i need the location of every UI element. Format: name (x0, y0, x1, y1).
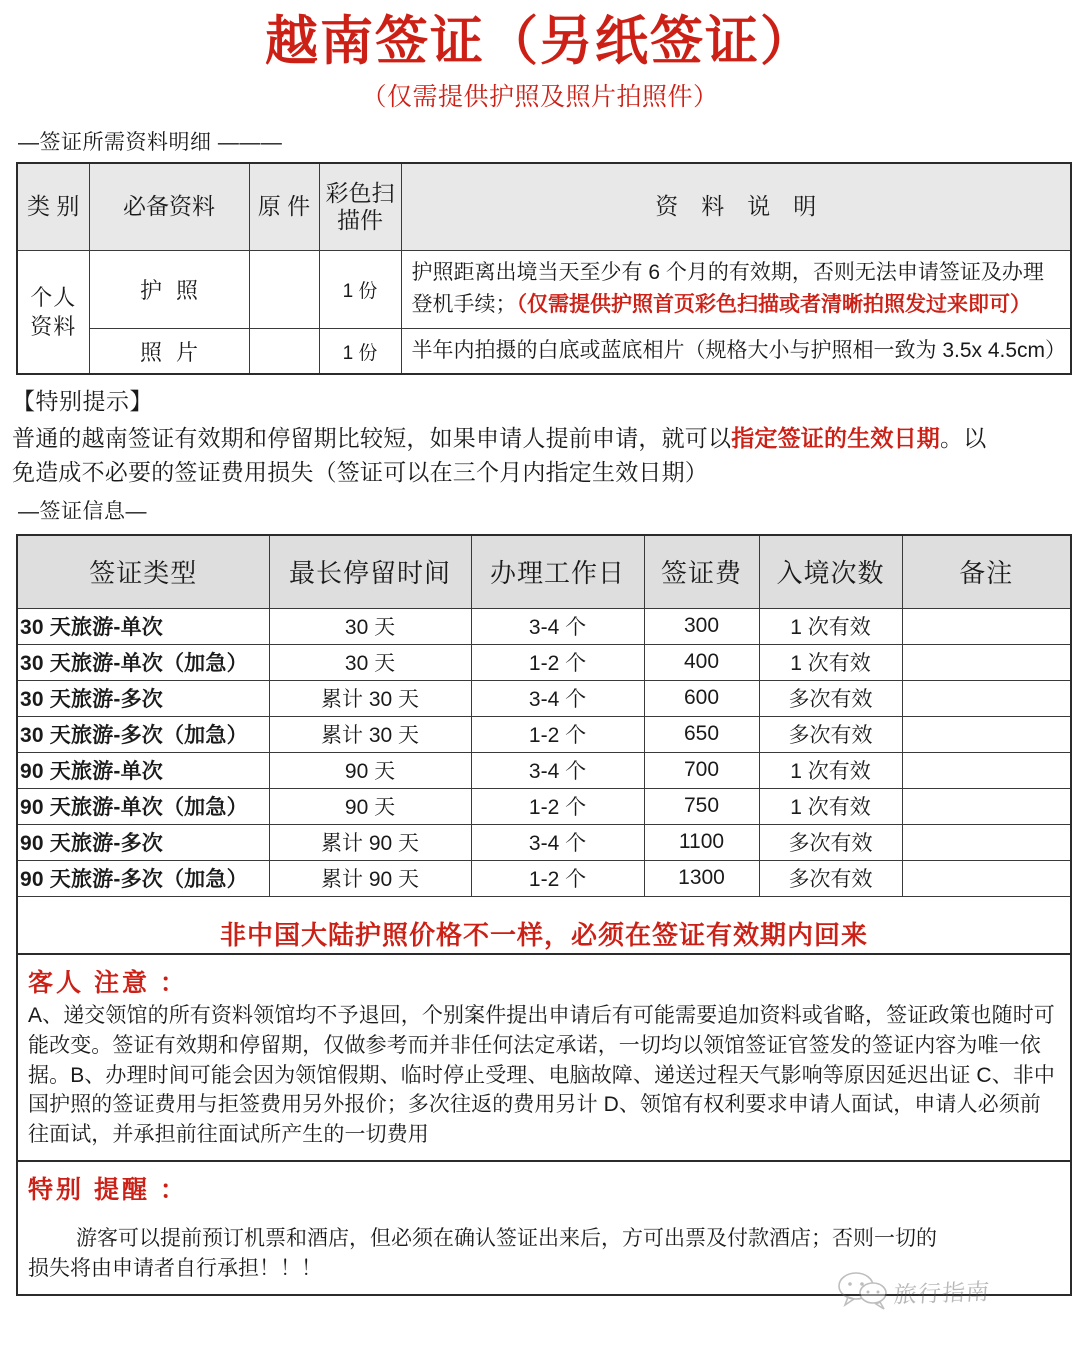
special-reminder-heading: 特别 提醒 ： (28, 1176, 188, 1205)
cell-max-stay: 90 天 (269, 752, 471, 788)
visa-section-label: —签证信息— (18, 499, 147, 523)
cell-remark (902, 716, 1071, 752)
cell-description: 半年内拍摄的白底或蓝底相片（规格大小与护照相一致为 3.5x 4.5cm） (401, 328, 1071, 374)
column-header-category: 类 别 (17, 163, 89, 251)
cell-entries: 多次有效 (759, 680, 902, 716)
table-row (17, 680, 1071, 716)
cell-visa-fee: 1300 (644, 860, 759, 896)
table-row (17, 716, 1071, 752)
cell-entries: 1 次有效 (759, 608, 902, 644)
column-header-colorscan: 彩色扫 描件 (319, 163, 401, 251)
cell-working-days: 3-4 个 (471, 752, 644, 788)
watermark-text: 旅行指南 (892, 1278, 991, 1308)
cell-max-stay: 累计 30 天 (269, 716, 471, 752)
cell-remark (902, 860, 1071, 896)
cell-visa-type: 90 天旅游-多次 (17, 824, 269, 860)
cell-visa-type: 30 天旅游-单次（加急） (17, 644, 269, 680)
cell-entries: 1 次有效 (759, 644, 902, 680)
cell-visa-type: 30 天旅游-单次 (17, 608, 269, 644)
table-row (17, 328, 1071, 374)
cell-max-stay: 累计 90 天 (269, 824, 471, 860)
cell-original (249, 328, 319, 374)
description-plain: 护照距离出境当天至少有 6 个月的有效期，否则无法申请签证及办理登机手续； (411, 260, 1044, 317)
cell-remark (902, 680, 1071, 716)
special-reminder-body (28, 1208, 1060, 1284)
cell-visa-fee: 1100 (644, 824, 759, 860)
cell-entries: 1 次有效 (759, 788, 902, 824)
column-header-material: 必备资料 (89, 163, 249, 251)
cell-max-stay: 30 天 (269, 608, 471, 644)
column-header-remark: 备注 (902, 535, 1071, 609)
cell-max-stay: 30 天 (269, 644, 471, 680)
cell-material: 照片 (89, 328, 249, 374)
cell-colorscan: 1 份 (319, 328, 401, 374)
cell-max-stay: 累计 90 天 (269, 860, 471, 896)
guest-notice-body: A、递交领馆的所有资料领馆均不予退回，个别案件提出申请后有可能需要追加资料或省略，签证政策也随时可能改变。签证有效期和停留期，仅做参考而并非任何法定承诺，一切均以领馆签证官签发的签证内容为唯一依据。B、办理时间可能会因为领馆假期、临时停止受理、电脑故障、递送过程天气影响等原因延迟出证 C、非中国护照的签证费用与拒签费用另外报价；多次往返的费用另计 D、领馆有权利要求申请人面试，申请人必须前往面试，并承担前往面试所产生的一切费用 (28, 1003, 1056, 1147)
cell-entries: 多次有效 (759, 716, 902, 752)
cell-category: 个人资料 (17, 250, 89, 374)
cell-visa-fee: 300 (644, 608, 759, 644)
cell-entries: 多次有效 (759, 860, 902, 896)
tips-text-highlight: 指定签证的生效日期 (731, 425, 941, 452)
cell-visa-fee: 400 (644, 644, 759, 680)
cell-remark (902, 608, 1071, 644)
reminder-line-2: 损失将由申请者自行承担！！！ (28, 1256, 322, 1280)
column-header-original: 原 件 (249, 163, 319, 251)
cell-remark (902, 644, 1071, 680)
cell-entries: 1 次有效 (759, 752, 902, 788)
cell-material: 护照 (89, 250, 249, 328)
visa-rows (17, 608, 1071, 954)
cell-visa-fee: 650 (644, 716, 759, 752)
cell-working-days: 3-4 个 (471, 680, 644, 716)
column-header-entries: 入境次数 (759, 535, 902, 609)
table-row (17, 788, 1071, 824)
cell-max-stay: 累计 30 天 (269, 680, 471, 716)
cell-visa-type: 90 天旅游-单次 (17, 752, 269, 788)
cell-visa-type: 30 天旅游-多次（加急） (17, 716, 269, 752)
table-header-row (17, 535, 1071, 609)
materials-section-label: —签证所需资料明细 ——— (18, 130, 283, 154)
special-tips-heading: 【特别提示】 (12, 388, 153, 415)
cell-visa-type: 30 天旅游-多次 (17, 680, 269, 716)
reminder-line-1: 游客可以提前预订机票和酒店，但必须在确认签证出来后，方可出票及付款酒店；否则一切的 (76, 1227, 937, 1251)
table-row-warning (17, 896, 1071, 954)
cell-working-days: 3-4 个 (471, 824, 644, 860)
cell-working-days: 1-2 个 (471, 716, 644, 752)
passport-origin-warning: 非中国大陆护照价格不一样，必须在签证有效期内回来 (219, 919, 868, 950)
cell-remark (902, 752, 1071, 788)
column-header-working-days: 办理工作日 (471, 535, 644, 609)
cell-visa-fee: 750 (644, 788, 759, 824)
guest-notice-heading: 客人 注意 ： (28, 968, 188, 997)
cell-warning (17, 896, 1071, 954)
cell-remark (902, 824, 1071, 860)
cell-visa-fee: 700 (644, 752, 759, 788)
column-header-description: 资 料 说 明 (401, 163, 1071, 251)
required-materials-table (16, 162, 1072, 376)
column-header-max-stay: 最长停留时间 (269, 535, 471, 609)
page-subtitle: （仅需提供护照及照片拍照件） (361, 82, 719, 111)
visa-info-table (16, 534, 1072, 955)
cell-working-days: 3-4 个 (471, 608, 644, 644)
table-row (17, 860, 1071, 896)
page-title: 越南签证（另纸签证） (265, 12, 815, 71)
tips-text-after: 。以 (940, 425, 987, 452)
column-header-visa-type: 签证类型 (17, 535, 269, 609)
table-row (17, 250, 1071, 328)
table-row (17, 608, 1071, 644)
table-header-row (17, 163, 1071, 251)
tips-text-before: 普通的越南签证有效期和停留期比较短，如果申请人提前申请，就可以 (12, 425, 732, 452)
cell-colorscan: 1 份 (319, 250, 401, 328)
cell-entries: 多次有效 (759, 824, 902, 860)
special-reminder-box (16, 1162, 1072, 1296)
cell-max-stay: 90 天 (269, 788, 471, 824)
cell-working-days: 1-2 个 (471, 788, 644, 824)
cell-original (249, 250, 319, 328)
cell-working-days: 1-2 个 (471, 860, 644, 896)
table-row (17, 644, 1071, 680)
cell-working-days: 1-2 个 (471, 644, 644, 680)
description-highlight: （仅需提供护照首页彩色扫描或者清晰拍照发过来即可） (516, 293, 1031, 317)
cell-description (401, 250, 1071, 328)
cell-visa-type: 90 天旅游-单次（加急） (17, 788, 269, 824)
guest-notice-box (16, 955, 1072, 1162)
cell-visa-type: 90 天旅游-多次（加急） (17, 860, 269, 896)
column-header-visa-fee: 签证费 (644, 535, 759, 609)
cell-remark (902, 788, 1071, 824)
table-row (17, 824, 1071, 860)
table-row (17, 752, 1071, 788)
cell-visa-fee: 600 (644, 680, 759, 716)
tips-text-line2: 免造成不必要的签证费用损失（签证可以在三个月内指定生效日期） (12, 458, 708, 485)
special-tips-body (0, 418, 1080, 489)
